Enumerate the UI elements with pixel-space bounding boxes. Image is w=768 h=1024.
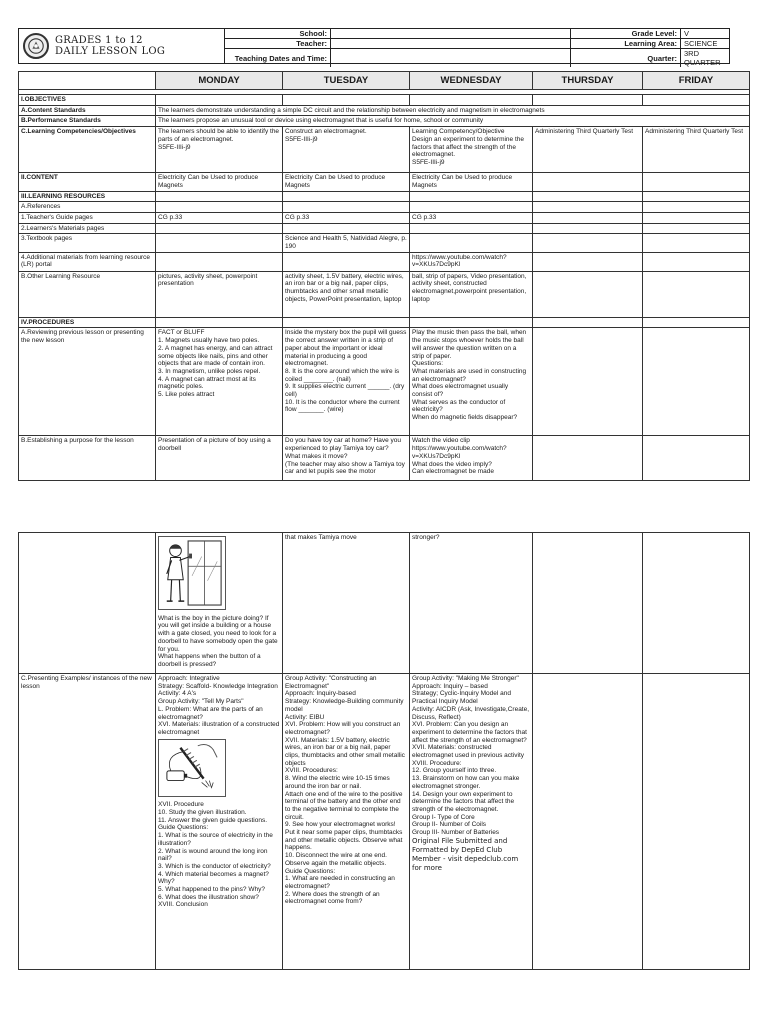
- purpose-label: B.Establishing a purpose for the lesson: [19, 436, 156, 481]
- content-standards-text: The learners demonstrate understanding a simple DC circuit and the relationship between electricity and magnetism in electromagnets: [156, 105, 750, 116]
- content-standards-label: A.Content Standards: [19, 105, 156, 116]
- area-value[interactable]: SCIENCE: [681, 39, 729, 49]
- performance-standards-text: The learners propose an unusual tool or device using electromagnet that is useful for home, school or community: [156, 116, 750, 127]
- log-title-line1: GRADES 1 to 12: [55, 35, 143, 46]
- additional-materials-label: 4.Additional materials from learning resource (LR) portal: [19, 252, 156, 271]
- additional-wednesday[interactable]: https://www.youtube.com/watch?v=XKUs7Dc9pKI: [410, 252, 533, 271]
- learners-materials-row: [19, 223, 750, 234]
- purpose-cont-tuesday: that makes Tamiya move: [283, 533, 410, 674]
- day-monday: MONDAY: [156, 72, 283, 90]
- other-tuesday: activity sheet, 1.5V battery, electric wires, an iron bar or a big nail, paper clips, thumbtacks and other small metallic objects, PowerPoint presentation, laptop: [283, 271, 410, 317]
- review-label: A.Reviewing previous lesson or presenting the new lesson: [19, 328, 156, 436]
- quarter-value[interactable]: 3RD QUARTER: [684, 49, 721, 67]
- purpose-cont-row: [19, 533, 750, 674]
- purpose-monday: Presentation of a picture of boy using a doorbell: [156, 436, 283, 481]
- references-label: A.References: [19, 202, 156, 213]
- boy-doorbell-illustration: [158, 536, 226, 610]
- references-row: [19, 202, 750, 213]
- electromagnet-illustration: [158, 739, 226, 797]
- school-value[interactable]: [331, 29, 571, 39]
- day-tuesday: TUESDAY: [283, 72, 410, 90]
- presenting-tuesday: Group Activity: "Constructing an Electromagnet" Approach: Inquiry-based Strategy: Knowledge-Building community model Activity: EIBU XVI. Problem: How will you construct an electromagnet? XVII. Materials: 1.5V battery, electric wires, an iron bar or a big nail, paper clips, thumbtacks and other small metallic objects XVIII. Procedures: 8. Wind the electric wire 10-15 times around the iron bar or nail. Attach one end of the wire to the positive terminal of the battery and the other end to the negative terminal to complete the circuit. 9. See how your electromagnet works! Put it near some paper clips, thumbtacks and other metallic objects. Observe what happens. 10. Disconnect the wire at one end. Observe again the metallic objects. Guide Questions: 1. What are needed in constructing an electromagnet? 2. Where does the strength of an electromagnet come from?: [283, 674, 410, 970]
- content-tuesday: Electricity Can be Used to produce Magnets: [283, 173, 410, 191]
- teacher-label: Teacher:: [225, 39, 331, 49]
- presenting-monday-intro: Approach: Integrative Strategy: Scaffold- Knowledge Integration Activity: 4 A's Group Activity: "Tell My Parts" L. Problem: What are the parts of an electromagnet? XVI. Materials: illustration of a constructed electromagnet: [158, 675, 280, 736]
- purpose-cont-monday: [156, 533, 283, 674]
- day-friday: FRIDAY: [643, 72, 750, 90]
- competency-friday: Administering Third Quarterly Test: [643, 127, 750, 173]
- presenting-wednesday-text: Group Activity: "Making Me Stronger" Approach: Inquiry – based Strategy; Cyclic-Inquiry Model and Practical Inquiry Model Activity: AICDR (Ask, Investigate,Create, Discuss, Reflect) XVI. Problem: Can you design an experiment to determine the factors that affect the strength of an electromagnet? XVII. Materials: constructed electromagnet used in previous activity XVIII. Procedure: 12. Group yourself into three. 13. Brainstorm on how can you make electromagnet stronger. 14. Design your own experiment to determine the factors that affect the strength of the electromagnet. Group I- Type of Core Group II- Number of Coils Group III- Number of Batteries: [412, 675, 530, 837]
- additional-materials-row: [19, 252, 750, 271]
- competency-monday: The learners should be able to identify the parts of an electromagnet. S5FE-IIIi-j9: [156, 127, 283, 173]
- guide-tuesday: CG p.33: [283, 212, 410, 223]
- resources-row: [19, 191, 750, 202]
- header-logo-block: [19, 29, 225, 63]
- objectives-row: [19, 95, 750, 106]
- teachers-guide-label: 1.Teacher's Guide pages: [19, 212, 156, 223]
- content-monday: Electricity Can be Used to produce Magnets: [156, 173, 283, 191]
- day-header-row: [19, 72, 750, 90]
- teachers-guide-row: [19, 212, 750, 223]
- dates-value[interactable]: [331, 49, 571, 67]
- area-label: Learning Area:: [571, 39, 681, 49]
- lesson-table-page1: [18, 71, 750, 481]
- presenting-label: C.Presenting Examples/ instances of the new lesson: [19, 674, 156, 970]
- header-table: [18, 28, 730, 67]
- review-monday: FACT or BLUFF 1. Magnets usually have two poles. 2. A magnet has energy, and can attract some objects like nails, pins and other objects that are made of contain iron. 3. In magnetism, unlike poles repel. 4. A magnet can attract most at its magnetic poles. 5. Like poles attract: [156, 328, 283, 436]
- competency-wednesday: Learning Competency/Objective Design an experiment to determine the factors that affect the strength of the electromagnet. S5FE-IIIi-j9: [410, 127, 533, 173]
- dates-label: Teaching Dates and Time:: [225, 49, 331, 67]
- presenting-monday: [156, 674, 283, 970]
- presenting-monday-procedure: XVII. Procedure 10. Study the given illustration. 11. Answer the given guide questions. Guide Questions: 1. What is the source of electricity in the illustration? 2. What is wound around the long iron nail? 3. Which is the conductor of electricity? 4. Which material becomes a magnet? Why? 5. What happened to the pins? Why? 6. What does the illustration show? XVIII. Conclusion: [158, 801, 273, 909]
- content-wednesday: Electricity Can be Used to produce Magnets: [410, 173, 533, 191]
- textbook-label: 3.Textbook pages: [19, 234, 156, 252]
- content-standards-row: [19, 105, 750, 116]
- performance-standards-label: B.Performance Standards: [19, 116, 156, 127]
- purpose-tuesday: Do you have toy car at home? Have you experienced to play Tamiya toy car? What makes it move? (The teacher may also show a Tamiya toy car and let pupils see the motor: [283, 436, 410, 481]
- quarter-label: Quarter:: [571, 49, 681, 67]
- purpose-wednesday: Watch the video clip https://www.youtube.com/watch?v=XKUs7Dc9pKI What does the video imply? Can electromagnet be made: [410, 436, 533, 481]
- purpose-cont-wednesday: stronger?: [410, 533, 533, 674]
- textbook-row: [19, 234, 750, 252]
- review-wednesday: Play the music then pass the ball, when the music stops whoever holds the ball will answer the question written on a strip of paper. Questions: What materials are used in constructing an electromagnet? What does electromagnet usually consist of? What serves as the conductor of electricity? When do magnetic fields disappear?: [410, 328, 533, 436]
- presenting-wednesday: [410, 674, 533, 970]
- day-wednesday: WEDNESDAY: [410, 72, 533, 90]
- other-monday: pictures, activity sheet, powerpoint presentation: [156, 271, 283, 317]
- procedures-row: [19, 317, 750, 328]
- header-fields: [225, 29, 729, 67]
- grade-label: Grade Level:: [571, 29, 681, 39]
- content-row: [19, 173, 750, 191]
- log-title-line2: DAILY LESSON LOG: [55, 46, 166, 57]
- resources-label: III.LEARNING RESOURCES: [19, 191, 156, 202]
- grade-value[interactable]: V: [681, 29, 729, 39]
- presenting-row: [19, 674, 750, 970]
- purpose-row: [19, 436, 750, 481]
- guide-monday: CG p.33: [156, 212, 283, 223]
- deped-seal-icon: [23, 33, 49, 59]
- purpose-cont-monday-text: What is the boy in the picture doing? If you will get inside a building or a house with a gate closed, you need to look for a doorbell to have somebody open the gate for you. What happens when the button of a doorbell is pressed?: [158, 614, 278, 668]
- competencies-label: C.Learning Competencies/Objectives: [19, 127, 156, 173]
- competency-tuesday: Construct an electromagnet. S5FE-IIIi-j9: [283, 127, 410, 173]
- other-wednesday: ball, strip of papers, Video presentation, activity sheet, constructed electromagnet,powerpoint presentation, laptop: [410, 271, 533, 317]
- teacher-value[interactable]: [331, 39, 571, 49]
- learners-materials-label: 2.Learners's Materials pages: [19, 223, 156, 234]
- competencies-row: [19, 127, 750, 173]
- objectives-label: I.OBJECTIVES: [19, 95, 156, 106]
- depedclub-credit-note: Original File Submitted and Formatted by DepEd Club Member - visit depedclub.com for more: [412, 836, 519, 872]
- other-resource-row: [19, 271, 750, 317]
- review-tuesday: Inside the mystery box the pupil will guess the correct answer written in a strip of paper about the important or ideal material in producing a good electromagnet. 8. It is the core around which the wire is coiled ________. (nail) 9. It supplies electric current ______. (dry cell) 10. It is the conductor where the current flow _______. (wire): [283, 328, 410, 436]
- other-resource-label: B.Other Learning Resource: [19, 271, 156, 317]
- school-label: School:: [225, 29, 331, 39]
- procedures-label: IV.PROCEDURES: [19, 317, 156, 328]
- performance-standards-row: [19, 116, 750, 127]
- competency-thursday: Administering Third Quarterly Test: [533, 127, 643, 173]
- log-title: [55, 35, 165, 57]
- content-label: II.CONTENT: [19, 173, 156, 191]
- textbook-tuesday: Science and Health 5, Natividad Alegre, p. 190: [283, 234, 410, 252]
- day-thursday: THURSDAY: [533, 72, 643, 90]
- guide-wednesday: CG p.33: [410, 212, 533, 223]
- review-row: [19, 328, 750, 436]
- lesson-table-page2: [18, 532, 750, 970]
